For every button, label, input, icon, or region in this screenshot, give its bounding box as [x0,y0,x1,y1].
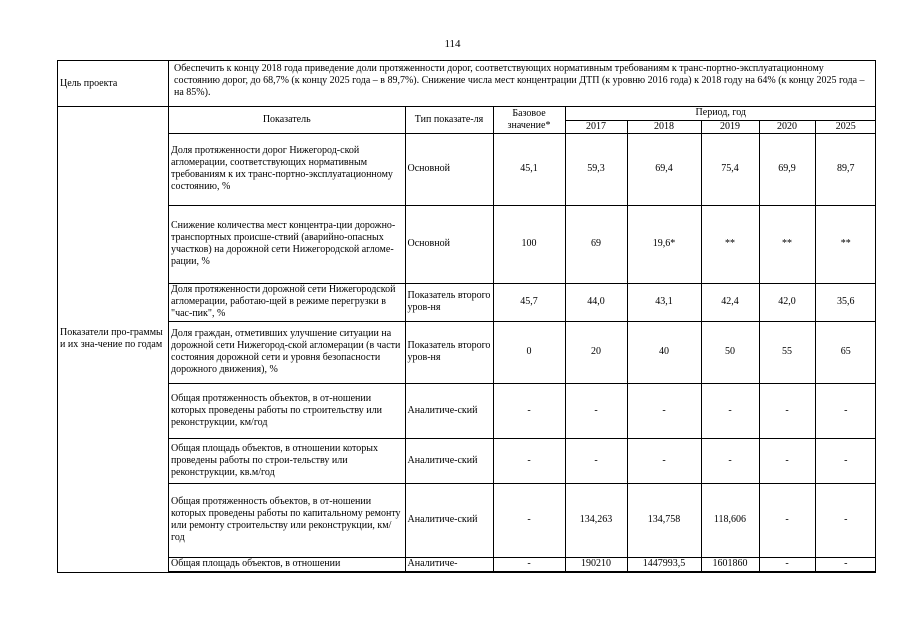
indicator-year-value: 65 [815,321,876,383]
indicator-year-value: ** [759,205,815,283]
indicator-base-value: - [493,557,565,571]
indicator-year-value: 55 [759,321,815,383]
indicator-year-value: 19,6* [627,205,701,283]
indicator-type: Показатель второго уров-ня [405,283,493,321]
indicator-row [169,438,876,483]
indicator-base-value: 100 [493,205,565,283]
indicator-year-value: 69 [565,205,627,283]
indicator-year-value: - [815,438,876,483]
indicator-base-value: - [493,383,565,438]
indicator-row [169,283,876,321]
indicator-type: Основной [405,133,493,205]
indicator-year-value: 59,3 [565,133,627,205]
indicator-year-value: 89,7 [815,133,876,205]
indicator-type: Аналитиче-ский [405,383,493,438]
indicator-year-value: - [565,438,627,483]
indicator-row [169,483,876,557]
indicator-year-value: - [759,438,815,483]
indicator-base-value: 45,7 [493,283,565,321]
indicator-year-value: 1447993,5 [627,557,701,571]
indicator-name: Общая протяженность объектов, в от-ношении которых проведены работы по капитальному ремонту или ремонту строительству или реконструкции, км/год [169,483,405,557]
indicator-type: Основной [405,205,493,283]
indicator-year-value: - [701,383,759,438]
project-passport-table [57,60,876,573]
indicator-year-value: - [759,557,815,571]
indicator-year-value: 118,606 [701,483,759,557]
indicator-year-value: - [759,383,815,438]
indicator-year-value: 75,4 [701,133,759,205]
indicator-row [169,557,876,571]
indicator-year-value: - [565,383,627,438]
indicator-year-value: - [759,483,815,557]
indicator-type: Аналитиче-ский [405,483,493,557]
indicator-year-value: 69,4 [627,133,701,205]
indicator-row [169,205,876,283]
indicator-row [169,321,876,383]
indicator-year-value: 1601860 [701,557,759,571]
page-number: 114 [444,38,461,50]
indicator-base-value: 45,1 [493,133,565,205]
indicator-name: Доля протяженности дорог Нижегород-ской агломерации, соответствующих нормативным требованиям к их транс-портно-эксплуатационному состоянию, % [169,133,405,205]
indicator-name: Общая площадь объектов, в отношении которых проведены работы по строи-тельству или реконструкции, кв.м/год [169,438,405,483]
indicator-year-value: ** [701,205,759,283]
indicator-year-value: 43,1 [627,283,701,321]
indicator-base-value: 0 [493,321,565,383]
indicator-year-value: 190210 [565,557,627,571]
indicator-year-value: 42,0 [759,283,815,321]
indicator-name: Общая протяженность объектов, в от-ношении которых проведены работы по строительству или реконструкции, км/год [169,383,405,438]
goal-text: Обеспечить к концу 2018 года приведение доли протяженности дорог, соответствующих нормативным требованиям к транс-портно-эксплуатационному состоянию дорог, до 68,7% (к концу 2025 года – в 89,7%). Снижение числа мест концентрации ДТП (к уровню 2016 года) к 2018 году на 64% (к концу 2025 года – на 85%). [169,61,876,107]
indicator-year-value: - [815,383,876,438]
indicator-year-value: 134,758 [627,483,701,557]
indicator-year-value: - [815,557,876,571]
header-year: 2019 [701,120,759,133]
goal-row [58,61,876,107]
indicator-type: Аналитиче-ский [405,438,493,483]
header-indicator: Показатель [169,107,405,133]
header-base: Базовое значение* [493,107,565,133]
header-year: 2018 [627,120,701,133]
indicator-year-value: 35,6 [815,283,876,321]
indicator-name: Снижение количества мест концентра-ции дорожно-транспортных происше-ствий (аварийно-опасных участков) на дорожной сети Нижегородской агломе-рации, % [169,205,405,283]
indicator-year-value: 42,4 [701,283,759,321]
indicators-row [58,107,876,573]
indicator-year-value: ** [815,205,876,283]
indicator-year-value: 44,0 [565,283,627,321]
indicators-cell [169,107,876,573]
indicator-year-value: 69,9 [759,133,815,205]
indicator-type: Аналитиче- [405,557,493,571]
indicator-year-value: - [627,438,701,483]
indicator-name: Доля протяженности дорожной сети Нижегородской агломерации, работаю-щей в режиме перегрузки в "час-пик", % [169,283,405,321]
indicator-base-value: - [493,483,565,557]
indicator-year-value: 40 [627,321,701,383]
header-type: Тип показате-ля [405,107,493,133]
header-period: Период, год [565,107,876,120]
indicator-row [169,133,876,205]
indicator-name: Доля граждан, отметивших улучшение ситуации на дорожной сети Нижегород-ской агломерации (в части состояния дорожной сети и уровня безопасности дорожного движения), % [169,321,405,383]
indicator-year-value: - [815,483,876,557]
indicator-year-value: 50 [701,321,759,383]
header-row [169,107,876,120]
indicator-base-value: - [493,438,565,483]
header-year: 2025 [815,120,876,133]
indicator-year-value: - [701,438,759,483]
goal-label: Цель проекта [58,61,169,107]
indicators-table [169,107,876,572]
indicator-year-value: 20 [565,321,627,383]
indicator-type: Показатель второго уров-ня [405,321,493,383]
indicator-year-value: - [627,383,701,438]
header-year: 2017 [565,120,627,133]
indicator-name: Общая площадь объектов, в отношении [169,557,405,571]
indicator-year-value: 134,263 [565,483,627,557]
indicators-label: Показатели про-граммы и их зна-чение по годам [58,107,169,573]
indicator-row [169,383,876,438]
header-year: 2020 [759,120,815,133]
